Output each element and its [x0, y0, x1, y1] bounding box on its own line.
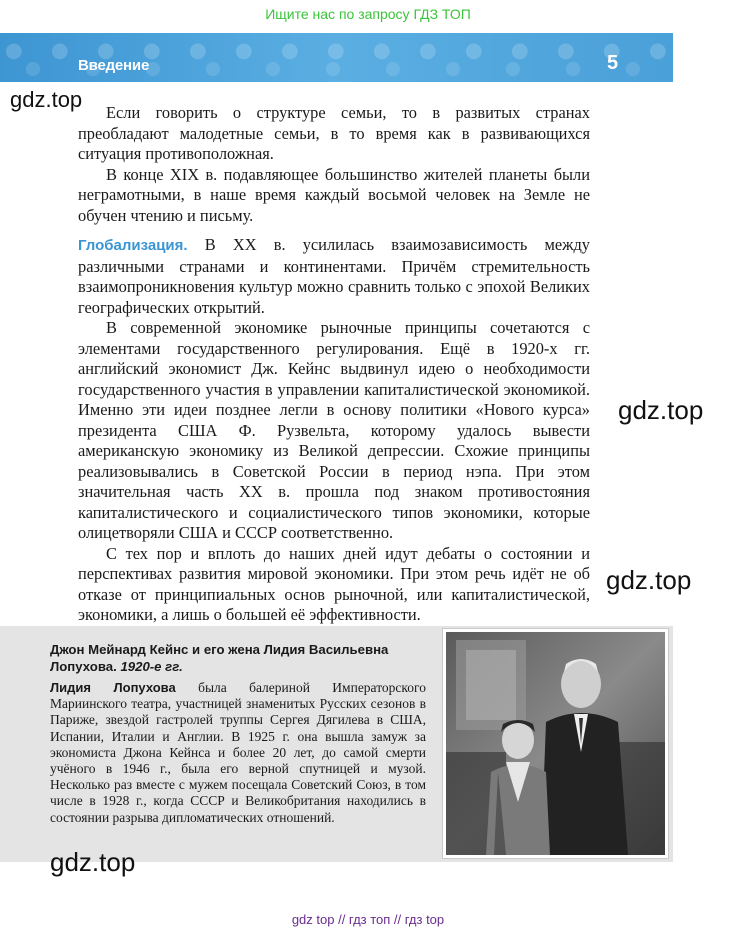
keynes-lopukhova-photo [443, 629, 668, 858]
main-text [78, 103, 590, 626]
watermark: gdz.top [618, 395, 704, 425]
term-heading: Глобализация. [78, 237, 188, 254]
watermark: gdz.top [50, 847, 136, 877]
caption-title-text: Джон Мейнард Кейнс и его жена Лидия Васильевна Лопухова. [50, 642, 389, 674]
watermark: gdz.top [10, 87, 83, 112]
search-banner: Ищите нас по запросу ГДЗ ТОП [265, 6, 471, 22]
page-number: 5 [607, 52, 619, 74]
paragraph: Если говорить о структуре семьи, то в развитых странах преобладают малодетные семьи, в то время как в развивающихся ситуация противоположная. [78, 103, 590, 163]
caption-text [50, 680, 426, 826]
section-title: Введение [78, 57, 150, 74]
caption-body: была балериной Императорского Мариинского театра, участницей знаменитых Русских сезонов в Париже, звездой гастролей труппы Сергея Дягилева в США, Испании, Италии и Англии. В 1925 г. она вышла замуж за экономиста Джона Кейнса и более 20 лет, до самой смерти учёного в 1946 г., была его верной спутницей и музой. Несколько раз вместе с мужем посещала Советский Союз, в том числе в 1928 г., когда СССР и Великобритания находились в состоянии разрыва дипломатических отношений. [50, 680, 426, 825]
paragraph: В современной экономике рыночные принципы сочетаются с элементами государственного регулирования. Ещё в 1920-х гг. английский экономист Дж. Кейнс выдвинул идею о необходимости государственного участия в управлении капиталистической экономикой. Именно эти идеи позднее легли в основу политики «Нового курса» президента США Ф. Рузвельта, которому удалось вывести американскую экономику из Великой депрессии. Схожие принципы реализовывались в Советской России в период нэпа. При этом значительная часть XX в. прошла под знаком противостояния капиталистического и социалистического типов экономики, которые олицетворяли США и СССР соответственно. [78, 318, 590, 542]
paragraph-text: В XX в. усилилась взаимозависимость между различными странами и континентами. Причём стремительность взаимопроникновения культур можно сравнить только с эпохой Великих географических открытий. [78, 235, 590, 317]
paragraph [78, 235, 590, 318]
caption-title [50, 641, 430, 675]
footer-links: gdz top // гдз топ // гдз top [291, 912, 445, 927]
caption-date: 1920-е гг. [120, 659, 183, 674]
paragraph: С тех пор и вплоть до наших дней идут дебаты о состоянии и перспективах развития мировой экономики. При этом речь идёт не об отказе от принципиальных основ рыночной, или капиталистической, экономики, а лишь о большей её эффективности. [78, 543, 590, 624]
caption-name: Лидия Лопухова [50, 680, 176, 695]
watermark: gdz.top [606, 565, 692, 595]
paragraph: В конце XIX в. подавляющее большинство жителей планеты были неграмотными, в наше время каждый восьмой человек на Земле не обучен чтению и письму. [78, 164, 590, 225]
